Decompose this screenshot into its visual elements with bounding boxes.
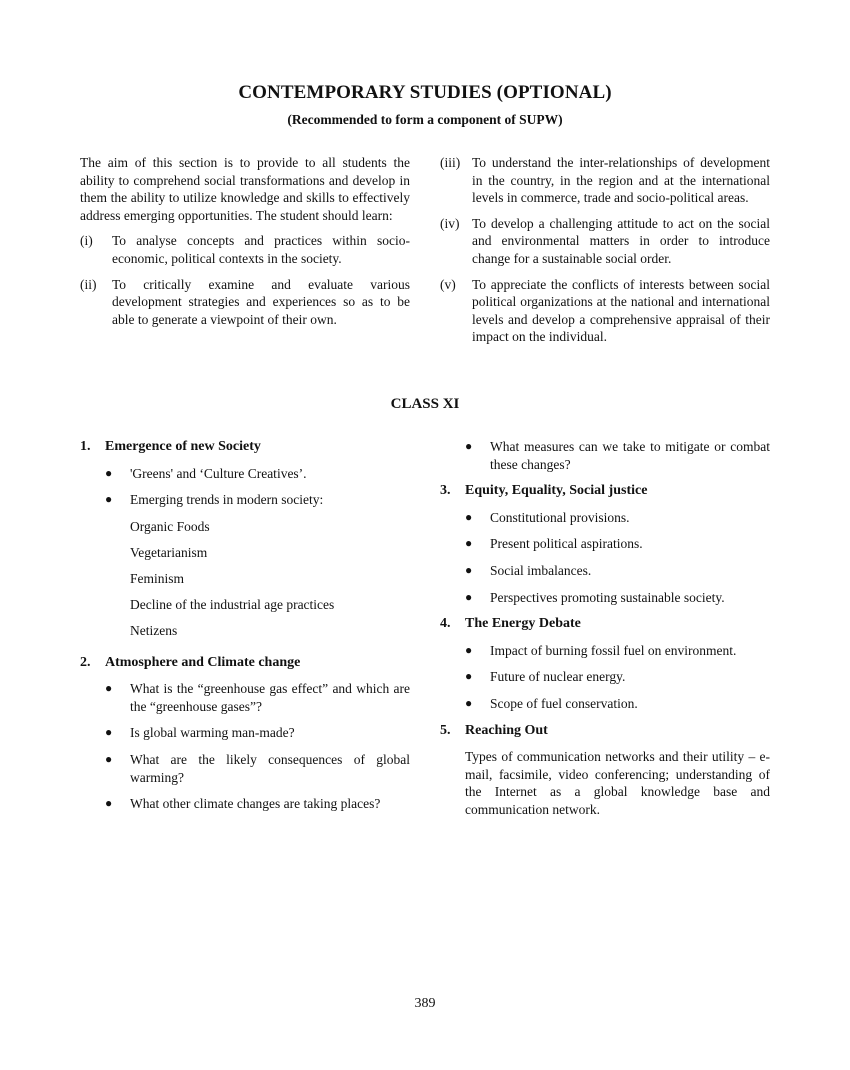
bullet-icon: ● (105, 752, 113, 767)
objective-item (440, 215, 770, 268)
bullet-item (465, 535, 770, 553)
objective-text: To appreciate the conflicts of interests between social political organizations at the national and international levels and develop a comprehensive appraisal of their impact on the individual. (472, 276, 770, 345)
unit-number: 4. (440, 616, 451, 632)
bullet-text: Is global warming man-made? (130, 725, 295, 741)
bullet-text: What other climate changes are taking places? (130, 796, 381, 812)
bullet-item (105, 680, 410, 715)
bullet-item (465, 562, 770, 580)
unit-heading (440, 615, 770, 633)
bullet-text: What is the “greenhouse gas effect” and which are the “greenhouse gases”? (130, 681, 410, 714)
bullet-icon: ● (105, 681, 113, 696)
sub-item: Vegetarianism (130, 544, 208, 560)
objective-text: To understand the inter-relationships of development in the country, in the region and at the international levels in commerce, trade and socio-political areas. (472, 155, 770, 206)
bullet-item (465, 642, 770, 660)
page-subtitle: (Recommended to form a component of SUPW) (287, 112, 563, 127)
objective-number: (v) (440, 276, 456, 292)
objective-item (80, 232, 410, 267)
unit-title: Equity, Equality, Social justice (465, 483, 648, 499)
objective-text: To critically examine and evaluate various development strategies and experiences so as to be able to generate a viewpoint of their own. (112, 276, 410, 327)
bullet-icon: ● (465, 695, 473, 710)
intro-right-column (440, 154, 770, 346)
objective-text: To analyse concepts and practices within socio-economic, political contexts in the society. (112, 233, 410, 266)
class-heading: CLASS XI (390, 396, 460, 412)
bullet-item (105, 724, 410, 742)
objective-number: (i) (80, 233, 93, 249)
bullet-icon: ● (465, 536, 473, 551)
bullet-text: Future of nuclear energy. (490, 669, 626, 685)
bullet-icon: ● (105, 465, 113, 480)
bullet-item (105, 751, 410, 786)
bullet-icon: ● (105, 492, 113, 507)
unit-body-text: Types of communication networks and their utility – e-mail, facsimile, video conferencing; understanding of the Internet as a global knowledge base and communication network. (465, 749, 770, 817)
page-title: CONTEMPORARY STUDIES (OPTIONAL) (238, 82, 612, 103)
bullet-item (105, 795, 410, 813)
bullet-icon: ● (105, 796, 113, 811)
sub-item: Organic Foods (130, 518, 210, 534)
unit-title: Atmosphere and Climate change (105, 654, 301, 670)
unit-title: Emergence of new Society (105, 439, 261, 454)
bullet-icon: ● (465, 562, 473, 577)
bullet-item (105, 465, 410, 483)
bullet-text: Social imbalances. (490, 562, 592, 578)
objective-item (80, 276, 410, 329)
units-left-column (80, 438, 410, 822)
bullet-item (465, 438, 770, 473)
bullet-icon: ● (465, 439, 473, 453)
objective-number: (ii) (80, 276, 97, 292)
unit-number: 5. (440, 722, 451, 738)
bullet-text: What are the likely consequences of global warming? (130, 752, 410, 785)
unit-heading (80, 654, 410, 672)
objective-item (440, 154, 770, 207)
bullet-text: Scope of fuel conservation. (490, 695, 638, 711)
unit-heading (80, 438, 410, 456)
bullet-text: Impact of burning fossil fuel on environment. (490, 642, 737, 658)
bullet-item (465, 695, 770, 713)
bullet-icon: ● (465, 589, 473, 604)
bullet-icon: ● (465, 509, 473, 524)
objective-item (440, 276, 770, 346)
bullet-item (105, 491, 410, 509)
intro-left-column (80, 154, 410, 328)
bullet-icon: ● (465, 669, 473, 684)
bullet-text: Perspectives promoting sustainable society. (490, 589, 725, 605)
objective-number: (iii) (440, 155, 461, 170)
unit-number: 3. (440, 483, 451, 499)
bullet-text: Emerging trends in modern society: (130, 492, 324, 508)
bullet-text: Present political aspirations. (490, 536, 643, 552)
unit-number: 2. (80, 654, 91, 670)
bullet-text: Constitutional provisions. (490, 509, 630, 525)
unit-heading (440, 482, 770, 500)
bullet-item (465, 668, 770, 686)
bullet-icon: ● (465, 642, 473, 657)
bullet-text: 'Greens' and ‘Culture Creatives’. (130, 465, 307, 481)
unit-title: The Energy Debate (465, 616, 581, 632)
unit-number: 1. (80, 439, 91, 454)
sub-item: Netizens (130, 622, 178, 638)
intro-paragraph: The aim of this section is to provide to all students the ability to comprehend social transformations and develop in them the ability to utilize knowledge and skills to effectively address emerging opportunities. The student should learn: (80, 155, 410, 223)
bullet-icon: ● (105, 725, 113, 740)
units-right-column (440, 438, 770, 819)
sub-item: Decline of the industrial age practices (130, 596, 335, 612)
unit-title: Reaching Out (465, 722, 548, 738)
unit-heading (440, 722, 770, 740)
page-number: 389 (414, 996, 436, 1011)
bullet-text: What measures can we take to mitigate or combat these changes? (490, 439, 770, 472)
sub-item: Feminism (130, 570, 185, 586)
bullet-item (465, 509, 770, 527)
bullet-item (465, 589, 770, 607)
objective-number: (iv) (440, 215, 460, 231)
objective-text: To develop a challenging attitude to act on the social and environmental matters in order to introduce change for a sustainable social order. (472, 215, 770, 266)
